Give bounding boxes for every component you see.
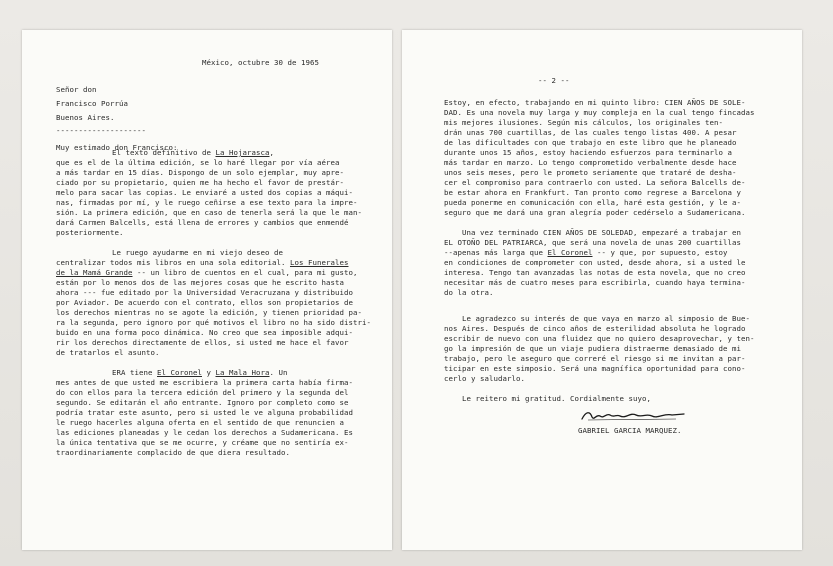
p1-para2-line: por Aviador. De acuerdo con el contrato, ellos son propietarios de: [56, 298, 353, 307]
p2-para3-line: nos Aires. Después de cinco años de esterilidad absoluta he logrado: [444, 324, 746, 333]
handwritten-signature: [580, 408, 690, 424]
p2-para2-line: Una vez terminado CIEN AÑOS DE SOLEDAD, empezaré a trabajar en: [462, 228, 741, 237]
p1-para2-line: centralizar todos mis libros en una sola editorial. Los Funerales: [56, 258, 349, 267]
p1-para3-line: do con ellos para la tercera edición del primero y la segunda del: [56, 388, 349, 397]
p1-para3-line: le ruego hacerles alguna oferta en el sentido de que renuncien a: [56, 418, 344, 427]
addressee-rule: --------------------: [56, 126, 146, 135]
p2-para3-line: cerlo y saludarlo.: [444, 374, 525, 383]
p2-para1-line: drán unas 700 cuartillas, de las cuales tengo listas 400. A pesar: [444, 128, 737, 137]
p2-para1-line: más tardar en marzo. Lo tengo comprometido verbalmente desde hace: [444, 158, 737, 167]
p1-para2-line: ahora --- fue editado por la Universidad Veracruzana y distribuido: [56, 288, 353, 297]
p1-para1-line: que es el de la última edición, se lo haré llegar por vía aérea: [56, 158, 340, 167]
p1-para1-line: posteriormente.: [56, 228, 124, 237]
signature-name: GABRIEL GARCIA MARQUEZ.: [578, 426, 682, 435]
letter-page-2: [402, 30, 802, 550]
p2-para1-line: unos seis meses, pero le prometo seriamente que trataré de desha-: [444, 168, 737, 177]
p2-para1-line: DAD. Es una novela muy larga y muy compleja en la cual tengo fincadas: [444, 108, 755, 117]
p1-para2-line: buido en una forma poco dinámica. No creo que sea imposible adqui-: [56, 328, 353, 337]
p2-para1-line: durante unos 15 años, estoy haciendo esfuerzos para terminarlo a: [444, 148, 732, 157]
p2-para2-line: en condiciones de comprometer con usted, desde ahora, si a usted le: [444, 258, 746, 267]
p1-para1-line: nas, firmadas por mí, y le ruego ceñirse a ese texto para la impre-: [56, 198, 358, 207]
p1-para2-line: de tratarlos el asunto.: [56, 348, 160, 357]
p1-para1-line: dará Carmen Balcells, está llena de errores y cambios que enmendé: [56, 218, 349, 227]
p1-para2-line: los derechos mientras no se agote la edición, y tienen prioridad pa-: [56, 308, 362, 317]
p2-para1-line: mis mejores ilusiones. Según mis cálculos, los originales ten-: [444, 118, 723, 127]
addressee-line-1: Señor don: [56, 85, 97, 94]
p1-para1-line: sión. La primera edición, que en caso de tenerla será la que le man-: [56, 208, 362, 217]
p2-para2-line: do la otra.: [444, 288, 494, 297]
p1-para3-line: podría tratar este asunto, pero si usted le ve alguna probabilidad: [56, 408, 353, 417]
p2-para3-line: trabajo, pero le aseguro que correré el riesgo si me invitan a par-: [444, 354, 746, 363]
p1-para2-line: están por lo menos dos de las mejores cosas que he escrito hasta: [56, 278, 344, 287]
p2-para1-line: de las dificultades con que trabajo en este libro que he planeado: [444, 138, 737, 147]
p2-para3-line: escribir de nuevo con una fluidez que no quiero desaprovechar, y ten-: [444, 334, 755, 343]
p1-para2-line: rir los derechos directamente de ellos, si usted me hace el favor: [56, 338, 349, 347]
addressee-line-2: Francisco Porrúa: [56, 99, 128, 108]
page-number: -- 2 --: [538, 76, 570, 85]
letter-page-1: [22, 30, 392, 550]
p2-para2-line: necesitar más de cuatro meses para escribirla, cuando haya termina-: [444, 278, 746, 287]
p2-para3-line: ticipar en este simposio. Será una magnífica oportunidad para cono-: [444, 364, 746, 373]
p1-para2-line: de la Mamá Grande -- un libro de cuentos en el cual, para mi gusto,: [56, 268, 358, 277]
p1-para1-line: a más tardar en 15 días. Dispongo de un solo ejemplar, muy apre-: [56, 168, 344, 177]
p2-para1-line: Estoy, en efecto, trabajando en mi quinto libro: CIEN AÑOS DE SOLE-: [444, 98, 746, 107]
p2-para3-line: Le agradezco su interés de que vaya en marzo al simposio de Bue-: [462, 314, 750, 323]
p1-para3-line: segundo. Se editarán el año entrante. Ignoro por completo como se: [56, 398, 349, 407]
p2-para1-line: cer el compromiso para contraerlo con usted. La señora Balcells de-: [444, 178, 746, 187]
letter-greeting: Muy estimado don Francisco:: [56, 143, 178, 152]
p1-para3-line: ERA tiene El Coronel y La Mala Hora. Un: [112, 368, 288, 377]
letter-date: México, octubre 30 de 1965: [202, 58, 319, 67]
p2-para2-line: interesa. Tengo tan avanzadas las notas de esta novela, que no creo: [444, 268, 746, 277]
p1-para3-line: las ediciones planeadas y le cedan los derechos a Sudamericana. Es: [56, 428, 353, 437]
p2-para1-line: be estar ahora en Frankfurt. Tan pronto como regrese a Barcelona y: [444, 188, 741, 197]
p1-para2-line: Le ruego ayudarme en mi viejo deseo de: [112, 248, 283, 257]
p2-para2-line: --apenas más larga que El Coronel -- y que, por supuesto, estoy: [444, 248, 728, 257]
letter-closing: Le reitero mi gratitud. Cordialmente suyo,: [462, 394, 651, 403]
p2-para2-line: EL OTOÑO DEL PATRIARCA, que será una novela de unas 200 cuartillas: [444, 238, 741, 247]
p2-para3-line: go la impresión de que un viaje pudiera distraerme demasiado de mi: [444, 344, 741, 353]
p1-para1-line: El texto definitivo de La Hojarasca,: [112, 148, 274, 157]
p2-para1-line: pueda ponerme en comunicación con ella, haré esta gestión, y le a-: [444, 198, 741, 207]
p1-para3-line: la única tentativa que se me ocurre, y créame que no sentiría ex-: [56, 438, 349, 447]
p1-para3-line: traordinariamente complacido de que diera resultado.: [56, 448, 290, 457]
p1-para3-line: mes antes de que usted me escribiera la primera carta había firma-: [56, 378, 353, 387]
p1-para1-line: melo para sacar las copias. Le enviaré a usted dos copias a máqui-: [56, 188, 353, 197]
p1-para2-line: ra la segunda, pero ignoro por qué motivos el libro no ha sido distri-: [56, 318, 371, 327]
p2-para1-line: seguro que me dará una gran alegría poder cedérselo a Sudamericana.: [444, 208, 746, 217]
p1-para1-line: ciado por su propietario, quien me ha hecho el favor de prestár-: [56, 178, 344, 187]
addressee-line-3: Buenos Aires.: [56, 113, 115, 122]
